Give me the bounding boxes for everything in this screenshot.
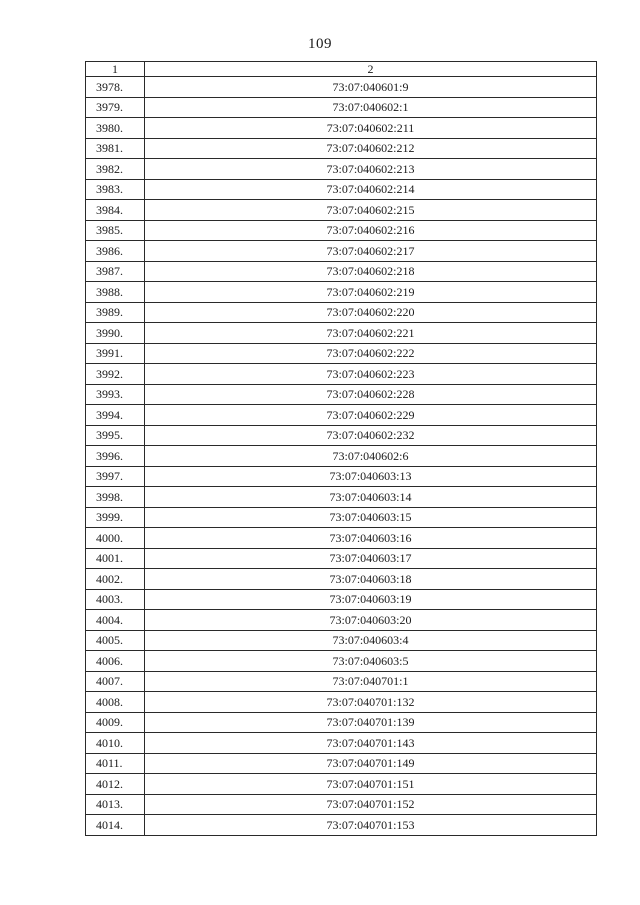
cadastral-number: 73:07:040603:20	[145, 610, 597, 631]
row-number: 4003.	[86, 589, 145, 610]
row-number: 4004.	[86, 610, 145, 631]
table-row	[86, 384, 597, 405]
row-number: 4000.	[86, 528, 145, 549]
table-row	[86, 118, 597, 139]
cadastral-number: 73:07:040602:232	[145, 425, 597, 446]
row-number: 3997.	[86, 466, 145, 487]
cadastral-number: 73:07:040701:151	[145, 774, 597, 795]
row-number: 3982.	[86, 159, 145, 180]
cadastral-number: 73:07:040602:212	[145, 138, 597, 159]
cadastral-table	[85, 61, 597, 836]
row-number: 3992.	[86, 364, 145, 385]
row-number: 4007.	[86, 671, 145, 692]
table-row	[86, 794, 597, 815]
table-row	[86, 610, 597, 631]
row-number: 3985.	[86, 220, 145, 241]
row-number: 3989.	[86, 302, 145, 323]
table-row	[86, 569, 597, 590]
table-row	[86, 261, 597, 282]
cadastral-number: 73:07:040602:216	[145, 220, 597, 241]
table-row	[86, 548, 597, 569]
table-row	[86, 507, 597, 528]
row-number: 4008.	[86, 692, 145, 713]
cadastral-number: 73:07:040603:13	[145, 466, 597, 487]
row-number: 3995.	[86, 425, 145, 446]
row-number: 4001.	[86, 548, 145, 569]
table-row	[86, 528, 597, 549]
cadastral-number: 73:07:040602:211	[145, 118, 597, 139]
cadastral-number: 73:07:040603:4	[145, 630, 597, 651]
row-number: 4012.	[86, 774, 145, 795]
table-row	[86, 179, 597, 200]
table-row	[86, 712, 597, 733]
row-number: 3991.	[86, 343, 145, 364]
row-number: 3978.	[86, 77, 145, 98]
column-header-number: 1	[86, 62, 145, 77]
cadastral-number: 73:07:040602:215	[145, 200, 597, 221]
table-row	[86, 200, 597, 221]
table-row	[86, 589, 597, 610]
row-number: 3979.	[86, 97, 145, 118]
cadastral-number: 73:07:040602:6	[145, 446, 597, 467]
row-number: 4005.	[86, 630, 145, 651]
page-number: 109	[308, 36, 332, 52]
row-number: 3984.	[86, 200, 145, 221]
cadastral-number: 73:07:040603:14	[145, 487, 597, 508]
cadastral-number: 73:07:040603:15	[145, 507, 597, 528]
cadastral-number: 73:07:040603:5	[145, 651, 597, 672]
cadastral-number: 73:07:040602:221	[145, 323, 597, 344]
cadastral-number: 73:07:040701:132	[145, 692, 597, 713]
table-row	[86, 753, 597, 774]
cadastral-number: 73:07:040602:222	[145, 343, 597, 364]
cadastral-number: 73:07:040701:139	[145, 712, 597, 733]
cadastral-number: 73:07:040602:218	[145, 261, 597, 282]
table-row	[86, 733, 597, 754]
row-number: 3981.	[86, 138, 145, 159]
cadastral-number: 73:07:040602:228	[145, 384, 597, 405]
table-row	[86, 405, 597, 426]
cadastral-number: 73:07:040603:18	[145, 569, 597, 590]
table-row	[86, 302, 597, 323]
header-row	[86, 62, 597, 77]
table-row	[86, 692, 597, 713]
row-number: 4006.	[86, 651, 145, 672]
table-row	[86, 487, 597, 508]
cadastral-number: 73:07:040602:217	[145, 241, 597, 262]
cadastral-number: 73:07:040603:16	[145, 528, 597, 549]
row-number: 3998.	[86, 487, 145, 508]
table-row	[86, 241, 597, 262]
row-number: 3993.	[86, 384, 145, 405]
row-number: 4014.	[86, 815, 145, 836]
table-row	[86, 774, 597, 795]
table-row	[86, 630, 597, 651]
cadastral-number: 73:07:040603:19	[145, 589, 597, 610]
table-row	[86, 815, 597, 836]
row-number: 3986.	[86, 241, 145, 262]
column-header-cadastral: 2	[145, 62, 597, 77]
table-row	[86, 446, 597, 467]
row-number: 3990.	[86, 323, 145, 344]
cadastral-number: 73:07:040602:214	[145, 179, 597, 200]
cadastral-number: 73:07:040701:149	[145, 753, 597, 774]
table-body	[86, 77, 597, 836]
row-number: 4002.	[86, 569, 145, 590]
row-number: 4010.	[86, 733, 145, 754]
row-number: 4009.	[86, 712, 145, 733]
table-row	[86, 138, 597, 159]
row-number: 3987.	[86, 261, 145, 282]
table-row	[86, 651, 597, 672]
cadastral-number: 73:07:040602:220	[145, 302, 597, 323]
cadastral-number: 73:07:040602:229	[145, 405, 597, 426]
table-row	[86, 343, 597, 364]
cadastral-number: 73:07:040701:152	[145, 794, 597, 815]
table-row	[86, 466, 597, 487]
table-row	[86, 425, 597, 446]
table-row	[86, 159, 597, 180]
row-number: 3988.	[86, 282, 145, 303]
row-number: 3996.	[86, 446, 145, 467]
table-row	[86, 282, 597, 303]
cadastral-number: 73:07:040701:143	[145, 733, 597, 754]
cadastral-number: 73:07:040602:1	[145, 97, 597, 118]
row-number: 3983.	[86, 179, 145, 200]
table-header	[86, 62, 597, 77]
cadastral-number: 73:07:040603:17	[145, 548, 597, 569]
cadastral-number: 73:07:040701:153	[145, 815, 597, 836]
cadastral-number: 73:07:040602:213	[145, 159, 597, 180]
table-row	[86, 364, 597, 385]
table-row	[86, 97, 597, 118]
cadastral-number: 73:07:040602:219	[145, 282, 597, 303]
cadastral-number: 73:07:040601:9	[145, 77, 597, 98]
row-number: 4011.	[86, 753, 145, 774]
table-row	[86, 671, 597, 692]
table-row	[86, 220, 597, 241]
row-number: 3980.	[86, 118, 145, 139]
table-row	[86, 323, 597, 344]
table-row	[86, 77, 597, 98]
row-number: 3999.	[86, 507, 145, 528]
row-number: 4013.	[86, 794, 145, 815]
row-number: 3994.	[86, 405, 145, 426]
cadastral-number: 73:07:040701:1	[145, 671, 597, 692]
cadastral-number: 73:07:040602:223	[145, 364, 597, 385]
